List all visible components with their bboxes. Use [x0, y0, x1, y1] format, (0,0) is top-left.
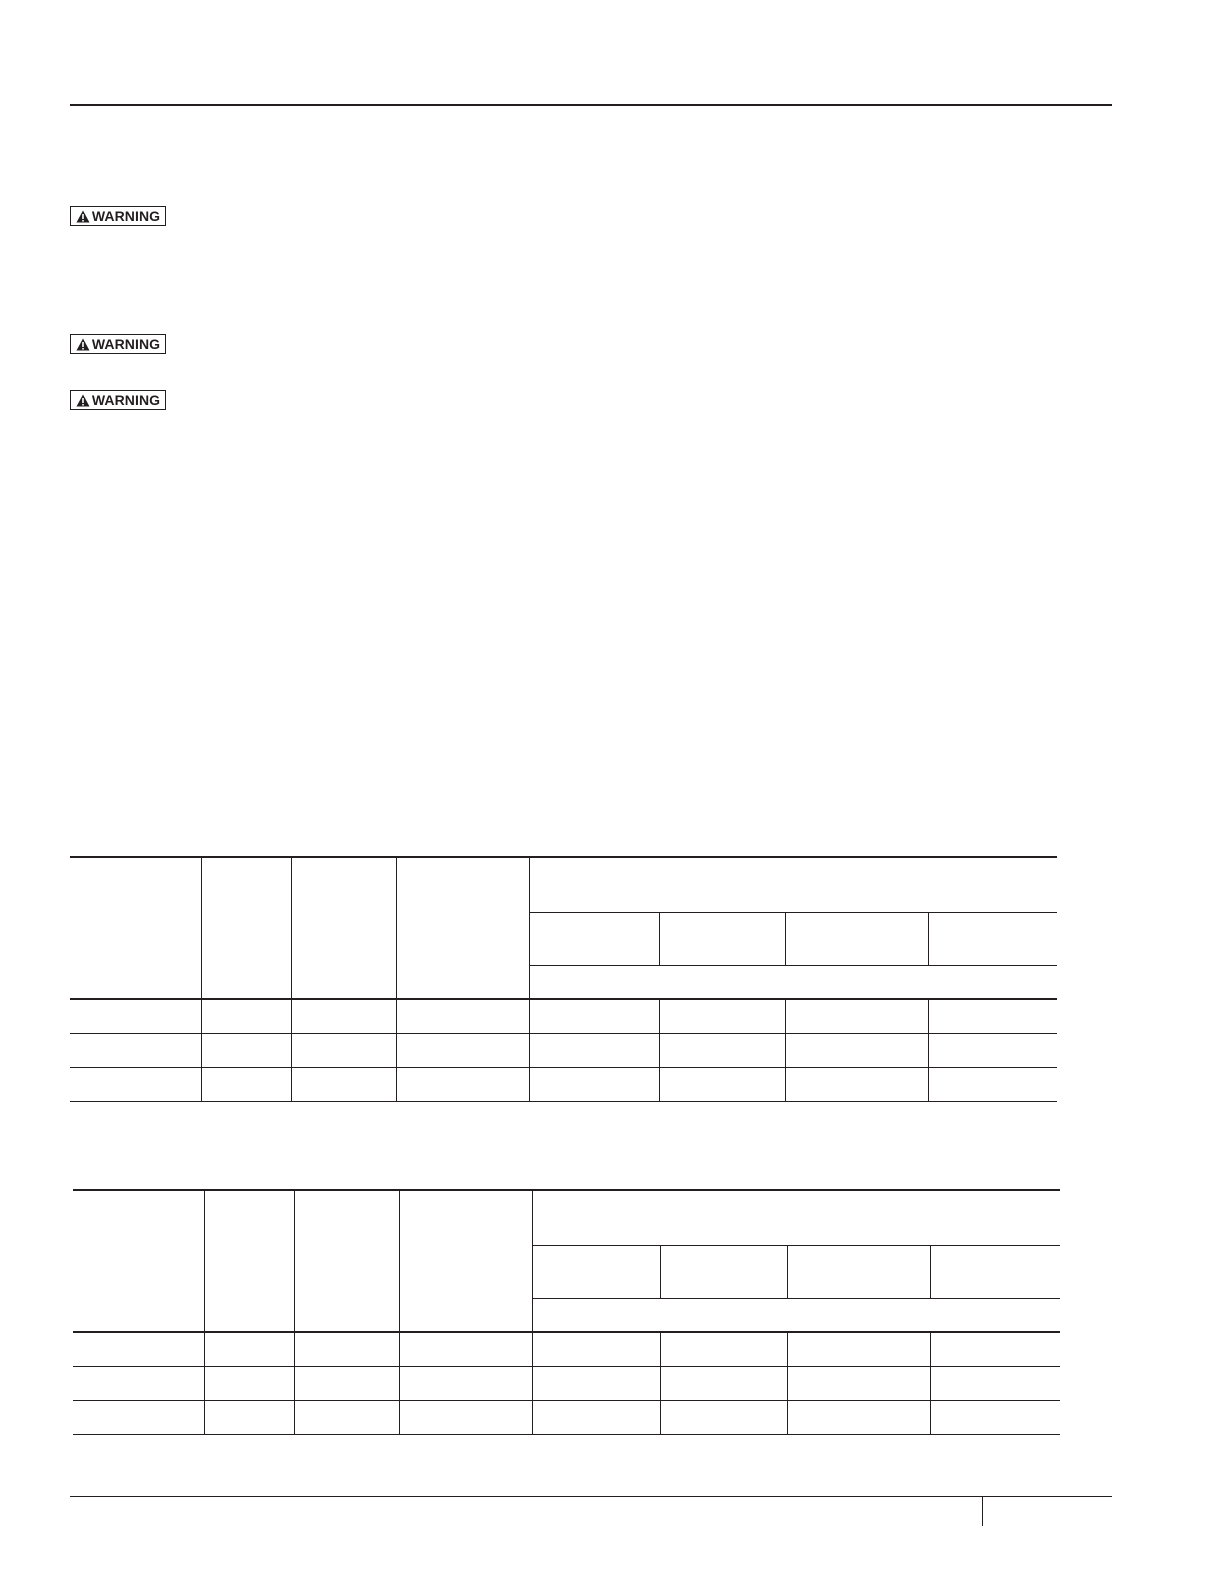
table-cell: [70, 999, 201, 1033]
table-subheader-cell: [660, 1245, 787, 1298]
table-row: [70, 1033, 1057, 1067]
warning-text: WARNING: [91, 392, 161, 408]
table-cell: [291, 1067, 396, 1101]
table-cell: [294, 1332, 399, 1366]
table-subheader-cell: [928, 912, 1057, 965]
table-cell: [659, 1033, 785, 1067]
table-subheader-cell: [529, 912, 659, 965]
table-header-row: [73, 1190, 1060, 1245]
table-row: [70, 999, 1057, 1033]
table-subheader-cell: [785, 912, 928, 965]
table-cell: [532, 1366, 660, 1400]
table-cell: [73, 1332, 204, 1366]
table-header-cell: [396, 857, 529, 999]
table-cell: [396, 999, 529, 1033]
footer-rule: [70, 1496, 1112, 1497]
table-cell: [930, 1332, 1060, 1366]
spec-table-1: [70, 856, 1057, 1102]
table-header-cell: [70, 857, 201, 999]
table-header-cell: [73, 1190, 204, 1332]
table-header-cell: [294, 1190, 399, 1332]
table-cell: [73, 1400, 204, 1434]
warning-triangle-icon: [76, 394, 90, 407]
table-cell: [396, 1033, 529, 1067]
table-units-cell: [532, 1298, 1060, 1332]
table-cell: [399, 1366, 532, 1400]
table-cell: [785, 1033, 928, 1067]
spec-table-2: [73, 1189, 1060, 1435]
table-cell: [294, 1366, 399, 1400]
footer-divider: [982, 1497, 983, 1526]
table-cell: [73, 1366, 204, 1400]
table-subheader-cell: [787, 1245, 930, 1298]
table-header-cell: [204, 1190, 294, 1332]
table-cell: [532, 1332, 660, 1366]
table-cell: [529, 1033, 659, 1067]
table-cell: [787, 1332, 930, 1366]
table-row: [73, 1366, 1060, 1400]
table-cell: [204, 1400, 294, 1434]
table-cell: [532, 1400, 660, 1434]
table-cell: [529, 999, 659, 1033]
table-cell: [70, 1033, 201, 1067]
table-cell: [204, 1332, 294, 1366]
table-row: [73, 1400, 1060, 1434]
table-cell: [529, 1067, 659, 1101]
table-cell: [785, 999, 928, 1033]
table-units-cell: [529, 965, 1057, 999]
table-cell: [928, 999, 1057, 1033]
table-group-header: [532, 1190, 1060, 1245]
table-cell: [660, 1400, 787, 1434]
table-group-header: [529, 857, 1057, 912]
table-cell: [399, 1332, 532, 1366]
table-cell: [659, 1067, 785, 1101]
table-cell: [928, 1067, 1057, 1101]
table-cell: [201, 1033, 291, 1067]
table-header-cell: [291, 857, 396, 999]
table-cell: [396, 1067, 529, 1101]
table-subheader-cell: [532, 1245, 660, 1298]
table-cell: [787, 1366, 930, 1400]
warning-text: WARNING: [91, 208, 161, 224]
table-cell: [201, 999, 291, 1033]
table-header-row: [70, 857, 1057, 912]
warning-triangle-icon: [76, 338, 90, 351]
table-cell: [787, 1400, 930, 1434]
table-cell: [291, 1033, 396, 1067]
table-cell: [660, 1332, 787, 1366]
table-cell: [928, 1033, 1057, 1067]
table-row: [70, 1067, 1057, 1101]
warning-label-1: [70, 206, 166, 226]
table-cell: [204, 1366, 294, 1400]
table-cell: [291, 999, 396, 1033]
table-cell: [930, 1366, 1060, 1400]
table-cell: [399, 1400, 532, 1434]
table-subheader-cell: [659, 912, 785, 965]
warning-text: WARNING: [91, 336, 161, 352]
table-cell: [70, 1067, 201, 1101]
table-header-cell: [399, 1190, 532, 1332]
table-cell: [930, 1400, 1060, 1434]
table-cell: [201, 1067, 291, 1101]
table-header-cell: [201, 857, 291, 999]
table-cell: [660, 1366, 787, 1400]
table-cell: [785, 1067, 928, 1101]
table-cell: [659, 999, 785, 1033]
header-rule: [70, 104, 1112, 106]
warning-label-2: [70, 334, 166, 354]
table-row: [73, 1332, 1060, 1366]
table-cell: [294, 1400, 399, 1434]
warning-triangle-icon: [76, 210, 90, 223]
table-subheader-cell: [930, 1245, 1060, 1298]
warning-label-3: [70, 390, 166, 410]
